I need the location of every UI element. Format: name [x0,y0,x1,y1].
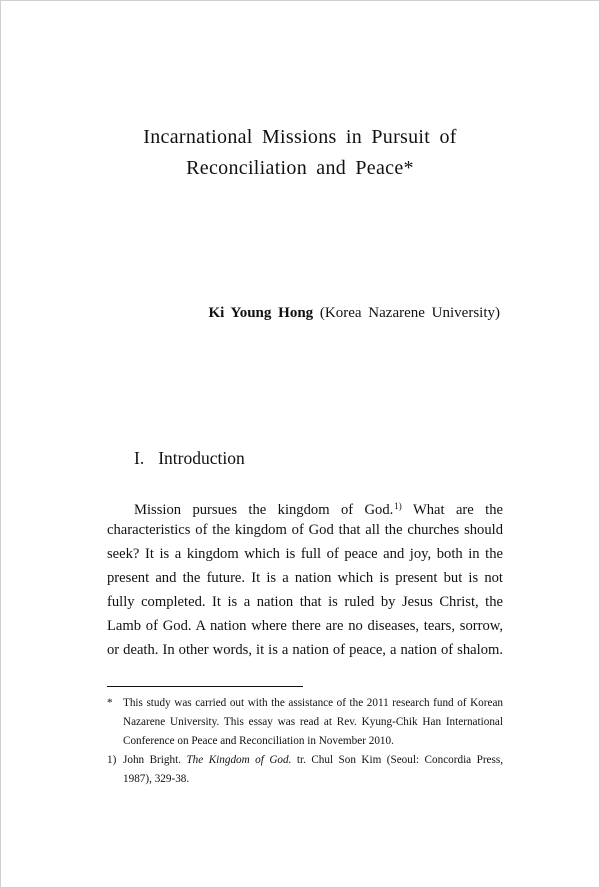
body-text: Mission pursues the kingdom of God. [134,502,394,518]
footnote-1-line-2: 1987), 329-38. [123,773,190,785]
paper-title-line-1: Incarnational Missions in Pursuit of [143,126,457,148]
body-line-7: or death. In other words, it is a nation of peace, a nation of shalom. [107,642,503,658]
footnote-star-line-3: Conference on Peace and Reconciliation in November 2010. [123,735,394,747]
footnote-text: This study was carried out with the assistance of the 2011 research fund of Korean [123,697,503,709]
body-line-3: seek? It is a kingdom which is full of peace and joy, both in the [107,546,503,562]
footnote-star-line-1 [107,695,503,711]
body-line-1 [134,496,503,520]
footnote-1-mark: 1) [107,754,117,766]
section-title: Introduction [158,448,245,468]
footnote-1-line-1 [107,752,503,768]
paper-title-line-2: Reconciliation and Peace* [186,157,414,179]
author-name: Ki Young Hong [208,305,314,321]
footnote-star-line-2: Nazarene University. This essay was read at Rev. Kyung-Chik Han International [123,716,503,728]
footnote-reference[interactable]: 1) [394,501,402,511]
footnote-star-mark: * [107,697,113,709]
body-text: What are the [412,502,503,518]
footnote-text: tr. Chul Son Kim (Seoul: Concordia Press, [296,754,504,766]
body-line-5: fully completed. It is a nation that is ruled by Jesus Christ, the [107,594,503,610]
author-line [209,305,500,322]
section-heading [134,448,245,469]
footnote-book-title: The Kingdom of God. [186,754,292,766]
footnote-text: John Bright. [123,754,181,766]
section-number: I. [134,448,145,468]
body-line-6: Lamb of God. A nation where there are no diseases, tears, sorrow, [107,618,503,634]
body-line-4: present and the future. It is a nation which is present but is not [107,570,503,586]
author-affiliation: (Korea Nazarene University) [319,305,500,321]
footnote-separator [107,686,303,687]
body-line-2: characteristics of the kingdom of God that all the churches should [107,522,503,538]
